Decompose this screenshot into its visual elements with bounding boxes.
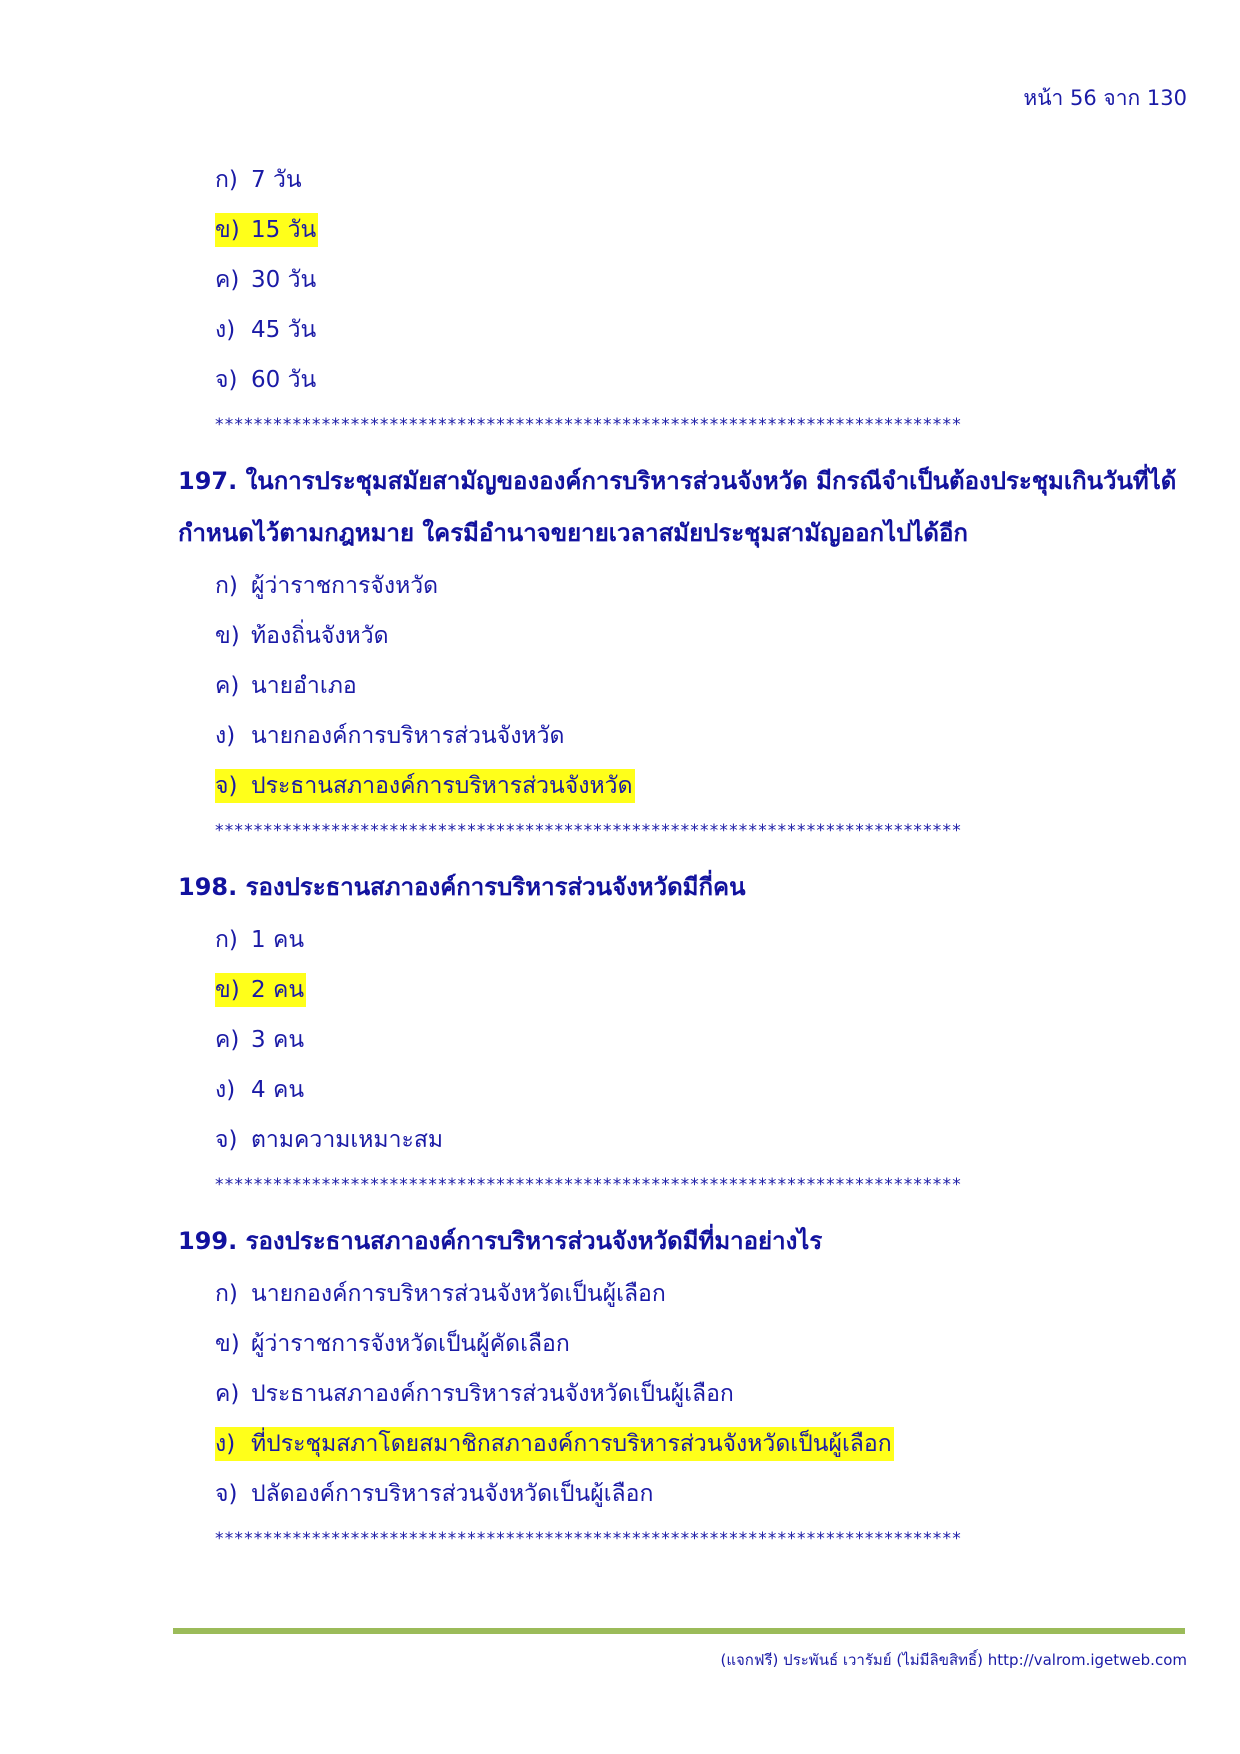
option-letter: ค) — [215, 673, 240, 699]
answer-option — [0, 915, 1240, 965]
option-content — [215, 719, 566, 753]
option-letter: ง) — [215, 1431, 236, 1457]
option-content — [215, 669, 359, 703]
page-number: หน้า 56 จาก 130 — [1023, 86, 1187, 110]
question-block — [0, 1215, 1240, 1563]
option-letter: ข) — [215, 1331, 240, 1357]
option-letter: ง) — [215, 723, 236, 749]
option-text: ที่ประชุมสภาโดยสมาชิกสภาองค์การบริหารส่วนจังหวัดเป็นผู้เลือก — [251, 1431, 892, 1457]
option-letter: ก) — [215, 573, 238, 599]
option-letter: ง) — [215, 1077, 236, 1103]
option-text: 3 คน — [251, 1027, 305, 1053]
option-content — [215, 1477, 655, 1511]
answer-option — [0, 1419, 1240, 1469]
answer-option — [0, 155, 1240, 205]
option-letter: ค) — [215, 267, 240, 293]
option-content — [215, 1123, 445, 1157]
answer-option — [0, 1469, 1240, 1519]
question-block — [0, 455, 1240, 855]
option-text: 15 วัน — [251, 217, 317, 243]
option-content — [215, 1023, 306, 1057]
option-content — [215, 1277, 668, 1311]
option-content — [215, 263, 318, 297]
option-letter: ข) — [215, 977, 240, 1003]
answer-option — [0, 305, 1240, 355]
document-body — [0, 155, 1240, 1563]
option-text: นายกองค์การบริหารส่วนจังหวัด — [251, 723, 565, 749]
separator: ***************************************************************************** — [215, 821, 962, 841]
option-text: ประธานสภาองค์การบริหารส่วนจังหวัด — [251, 773, 633, 799]
separator: ***************************************************************************** — [215, 415, 962, 435]
option-content — [215, 973, 306, 1007]
answer-option — [0, 561, 1240, 611]
answer-option — [0, 1015, 1240, 1065]
answer-option — [0, 1065, 1240, 1115]
answer-option — [0, 355, 1240, 405]
option-letter: ก) — [215, 927, 238, 953]
answer-option — [0, 611, 1240, 661]
option-content — [215, 363, 318, 397]
option-letter: ค) — [215, 1027, 240, 1053]
option-text: 2 คน — [251, 977, 305, 1003]
option-letter: ง) — [215, 317, 236, 343]
option-content — [215, 923, 306, 957]
option-content — [215, 1327, 572, 1361]
answer-option — [0, 661, 1240, 711]
option-content — [215, 619, 391, 653]
option-letter: ก) — [215, 167, 238, 193]
option-content — [215, 163, 304, 197]
question-list — [0, 455, 1240, 1563]
option-text: 7 วัน — [251, 167, 302, 193]
option-text: 45 วัน — [251, 317, 317, 343]
answer-option — [0, 761, 1240, 811]
question-title: 197. ในการประชุมสมัยสามัญขององค์การบริหารส่วนจังหวัด มีกรณีจำเป็นต้องประชุมเกินวันที่ได้กำหนดไว้ตามกฎหมาย ใครมีอำนาจขยายเวลาสมัยประชุมสามัญออกไปได้อีก — [178, 467, 1177, 547]
option-text: 4 คน — [251, 1077, 305, 1103]
option-text: ผู้ว่าราชการจังหวัดเป็นผู้คัดเลือก — [251, 1331, 570, 1357]
previous-question-options — [0, 155, 1240, 405]
option-content — [215, 313, 318, 347]
option-text: ปลัดองค์การบริหารส่วนจังหวัดเป็นผู้เลือก — [251, 1481, 654, 1507]
question-title: 198. รองประธานสภาองค์การบริหารส่วนจังหวัดมีกี่คน — [178, 873, 746, 901]
option-letter: จ) — [215, 1127, 238, 1153]
separator: ***************************************************************************** — [215, 1529, 962, 1549]
separator: ***************************************************************************** — [215, 1175, 962, 1195]
option-letter: ก) — [215, 1281, 238, 1307]
option-content — [215, 213, 318, 247]
option-letter: จ) — [215, 773, 238, 799]
option-letter: จ) — [215, 367, 238, 393]
answer-option — [0, 1319, 1240, 1369]
footer-credit: (แจกฟรี) ประพันธ์ เวารัมย์ (ไม่มีลิขสิทธิ์) http://valrom.igetweb.com — [720, 1651, 1187, 1669]
option-text: ท้องถิ่นจังหวัด — [251, 623, 389, 649]
option-text: นายอำเภอ — [251, 673, 357, 699]
option-text: ประธานสภาองค์การบริหารส่วนจังหวัดเป็นผู้เลือก — [251, 1381, 734, 1407]
option-content — [215, 769, 635, 803]
option-text: 1 คน — [251, 927, 305, 953]
answer-option — [0, 1115, 1240, 1165]
answer-option — [0, 1269, 1240, 1319]
answer-option — [0, 965, 1240, 1015]
option-text: ผู้ว่าราชการจังหวัด — [251, 573, 439, 599]
answer-option — [0, 205, 1240, 255]
option-text: 60 วัน — [251, 367, 317, 393]
option-text: ตามความเหมาะสม — [251, 1127, 444, 1153]
answer-option — [0, 711, 1240, 761]
footer-rule — [173, 1628, 1185, 1634]
option-content — [215, 1377, 736, 1411]
answer-option — [0, 1369, 1240, 1419]
answer-option — [0, 255, 1240, 305]
option-text: นายกองค์การบริหารส่วนจังหวัดเป็นผู้เลือก — [251, 1281, 666, 1307]
option-content — [215, 569, 440, 603]
option-letter: ค) — [215, 1381, 240, 1407]
question-block — [0, 861, 1240, 1209]
option-letter: ข) — [215, 217, 240, 243]
question-title: 199. รองประธานสภาองค์การบริหารส่วนจังหวัดมีที่มาอย่างไร — [178, 1227, 823, 1255]
option-content — [215, 1073, 306, 1107]
option-letter: ข) — [215, 623, 240, 649]
option-content — [215, 1427, 894, 1461]
option-letter: จ) — [215, 1481, 238, 1507]
option-text: 30 วัน — [251, 267, 317, 293]
